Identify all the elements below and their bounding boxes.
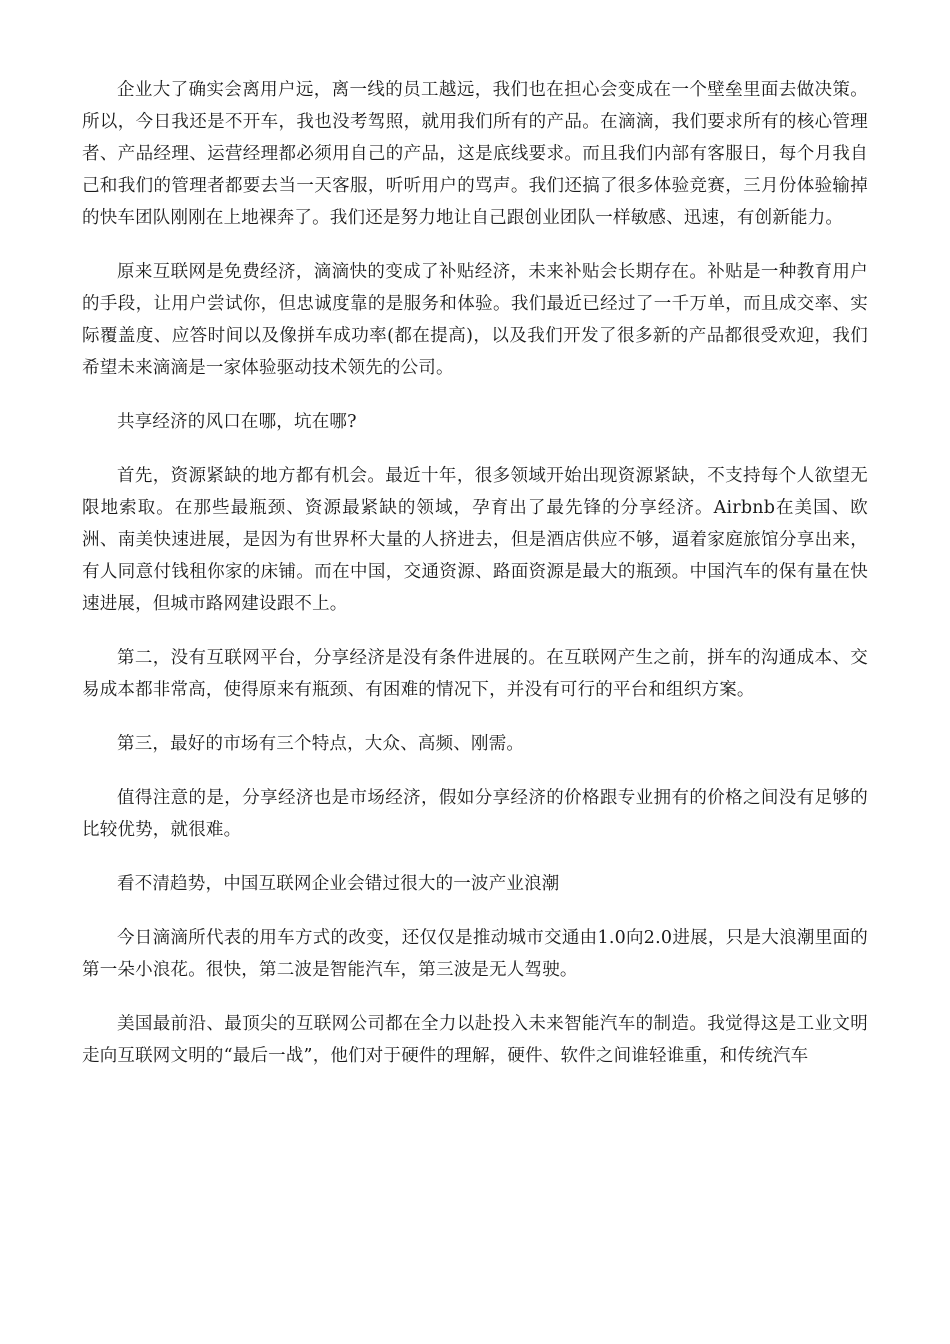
paragraph-market-traits: 第三，最好的市场有三个特点，大众、高频、刚需。 — [117, 734, 525, 754]
paragraph-price-advantage: 值得注意的是，分享经济也是市场经济，假如分享经济的价格跟专业拥有的价格之间没有足够的比较优势，就很难。 — [82, 788, 868, 840]
section-heading-industry-wave: 看不清趋势，中国互联网企业会错过很大的一波产业浪潮 — [117, 874, 560, 894]
document-body — [82, 74, 868, 1094]
paragraph-resource-scarcity: 首先，资源紧缺的地方都有机会。最近十年，很多领域开始出现资源紧缺，不支持每个人欲望无限地索取。在那些最瓶颈、资源最紧缺的领域，孕育出了最先锋的分享经济。Airbnb在美国、欧洲、南美快速进展，是因为有世界杯大量的人挤进去，但是酒店供应不够，逼着家庭旅馆分享出来，有人同意付钱租你家的床铺。而在中国，交通资源、路面资源是最大的瓶颈。中国汽车的保有量在快速进展，但城市路网建设跟不上。 — [82, 466, 868, 614]
paragraph-smart-car-race: 美国最前沿、最顶尖的互联网公司都在全力以赴投入未来智能汽车的制造。我觉得这是工业文明走向互联网文明的“最后一战”，他们对于硬件的理解，硬件、软件之间谁轻谁重，和传统汽车 — [82, 1014, 868, 1066]
paragraph-subsidy-economy: 原来互联网是免费经济，滴滴快的变成了补贴经济，未来补贴会长期存在。补贴是一种教育用户的手段，让用户尝试你，但忠诚度靠的是服务和体验。我们最近已经过了一千万单，而且成交率、实际覆盖度、应答时间以及像拼车成功率(都在提高)，以及我们开发了很多新的产品都很受欢迎，我们希望未来滴滴是一家体验驱动技术领先的公司。 — [82, 262, 868, 378]
section-heading-sharing-economy: 共享经济的风口在哪，坑在哪? — [117, 412, 357, 432]
paragraph-transport-evolution: 今日滴滴所代表的用车方式的改变，还仅仅是推动城市交通由1.0向2.0进展，只是大浪潮里面的第一朵小浪花。很快，第二波是智能汽车，第三波是无人驾驶。 — [82, 928, 868, 980]
paragraph-internet-platform: 第二，没有互联网平台，分享经济是没有条件进展的。在互联网产生之前，拼车的沟通成本、交易成本都非常高，使得原来有瓶颈、有困难的情况下，并没有可行的平台和组织方案。 — [82, 648, 868, 700]
paragraph-user-distance: 企业大了确实会离用户远，离一线的员工越远，我们也在担心会变成在一个壁垒里面去做决策。所以，今日我还是不开车，我也没考驾照，就用我们所有的产品。在滴滴，我们要求所有的核心管理者、产品经理、运营经理都必须用自己的产品，这是底线要求。而且我们内部有客服日，每个月我自己和我们的管理者都要去当一天客服，听听用户的骂声。我们还搞了很多体验竞赛，三月份体验输掉的快车团队刚刚在上地裸奔了。我们还是努力地让自己跟创业团队一样敏感、迅速，有创新能力。 — [82, 80, 868, 228]
